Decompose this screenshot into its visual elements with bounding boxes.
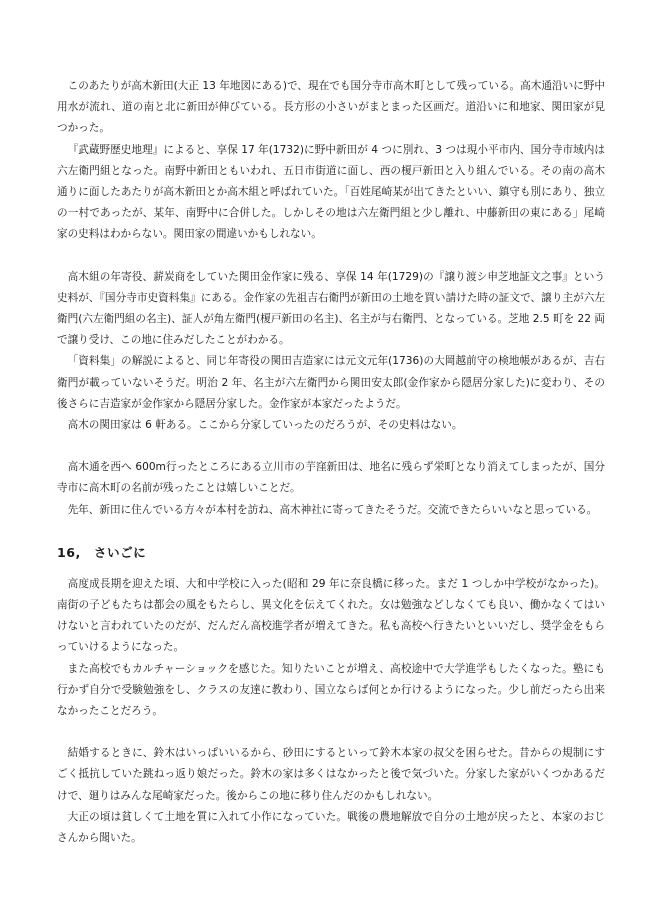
document-body bbox=[57, 76, 605, 849]
paragraph-spacer bbox=[57, 246, 605, 267]
paragraph-yamato-junior-high: 高度成長期を迎えた頃、大和中学校に入った(昭和 29 年に奈良橋に移った。まだ 1 つしか中学校がなかった)。南街の子どもたちは都会の風をもたらし、異文化を伝えてくれた。女は勉強などしなくても良い、働かなくてはいけないと言われていたのだが、だんだん高校進学者が増えてきた。私も高校へ行きたいといいだし、奨学金をもらっていけるようになった。 bbox=[57, 577, 605, 654]
paragraph-shiryoshu-kaisetsu: 「資料集」の解説によると、同じ年寄役の関田吉造家には元文元年(1736)の大岡越前守の検地帳があるが、吉右衛門が載っていないそうだ。明治 2 年、名主が六左衛門から関田安太郎(金作家から隠居分家した)に変わり、その後さらに吉造家が金作家から隠居分家した。金作家が本家だったようだ。 bbox=[57, 355, 605, 410]
section-spacer bbox=[57, 521, 605, 542]
heading-spacer bbox=[57, 564, 605, 574]
paragraph-high-school-culture-shock: また高校でもカルチャーショックを感じた。知りたいことが増え、高校途中で大学進学もしたくなった。塾にも行かず自分で受験勉強をし、クラスの友達に教わり、国立ならば何とか行けるようになった。少し前だったら出来なかったことだろう。 bbox=[57, 662, 605, 718]
paragraph-sekita-families: 高木の関田家は 6 軒ある。ここから分家していったのだろうが、その史料はない。 bbox=[67, 419, 463, 432]
section-heading-saigoni: 16, さいごに bbox=[57, 544, 147, 560]
paragraph-takagi-shinden: このあたりが高木新田(大正 13 年地図にある)で、現在でも国分寺市高木町として残っている。高木通沿いに野中用水が流れ、道の南と北に新田が伸びている。長方形の小さいがまとまった区画だ。道沿いに和地家、関田家が見つかった。 bbox=[57, 80, 605, 135]
paragraph-marriage-suzuki: 結婚するときに、鈴木はいっぱいいるから、砂田にするといって鈴木本家の叔父を困らせた。昔からの規制にすごく抵抗していた跳ねっ返り娘だった。鈴木の家は多くはなかったと後で気づいた。分家した家がいくつかあるだけで、廻りはみんな尾崎家だった。後からこの地に移り住んだのかもしれない。 bbox=[57, 747, 605, 802]
paragraph-land-reform: 大正の頃は貧しくて土地を質に入れて小作になっていた。戦後の農地解放で自分の土地が戻ったと、本家のおじさんから聞いた。 bbox=[57, 810, 605, 845]
paragraph-sekita-kinsaku: 高木組の年寄役、薪炭商をしていた関田金作家に残る、享保 14 年(1729)の『譲り渡シ申芝地証文之事』という史料が、『国分寺市史資料集』にある。金作家の先祖吉右衛門が新田の土地を買い請けた時の証文で、譲り主が六左衛門(六左衛門組の名主)、証人が角左衛門(榎戸新田の名主)、名主が与右衛門、となっている。芝地 2.5 町を 22 両で譲り受け、この地に住みだしたことがわかる。 bbox=[57, 270, 605, 347]
paragraph-imokubo-shinden: 高木通を西へ 600m行ったところにある立川市の芋窪新田は、地名に残らず栄町となり消えてしまったが、国分寺市に高木町の名前が残ったことは嬉しいことだ。 bbox=[57, 461, 605, 495]
paragraph-spacer bbox=[57, 722, 605, 743]
paragraph-musashino-rekishi-chiri: 『武蔵野歴史地理』によると、享保 17 年(1732)に野中新田が 4 つに別れ、3 つは現小平市内、国分寺市域内は六左衛門組となった。南野中新田ともいわれ、五日市街道に面し、西の榎戸新田と入り組んでいる。その南の高木通りに面したあたりが高木新田とか高木組と呼ばれていた。「百姓尾崎某が出てきたといい、鎮守も別にあり、独立の一村であったが、某年、南野中に合併した。しかしその地は六左衛門組と少し離れ、中藤新田の東にある」尾崎家の史料はわからない。関田家の間違いかもしれない。 bbox=[57, 143, 605, 241]
paragraph-spacer bbox=[57, 436, 605, 457]
paragraph-exchange-visit: 先年、新田に住んでいる方々が本村を訪ね、高木神社に寄ってきたそうだ。交流できたらいいなと思っている。 bbox=[67, 503, 598, 516]
